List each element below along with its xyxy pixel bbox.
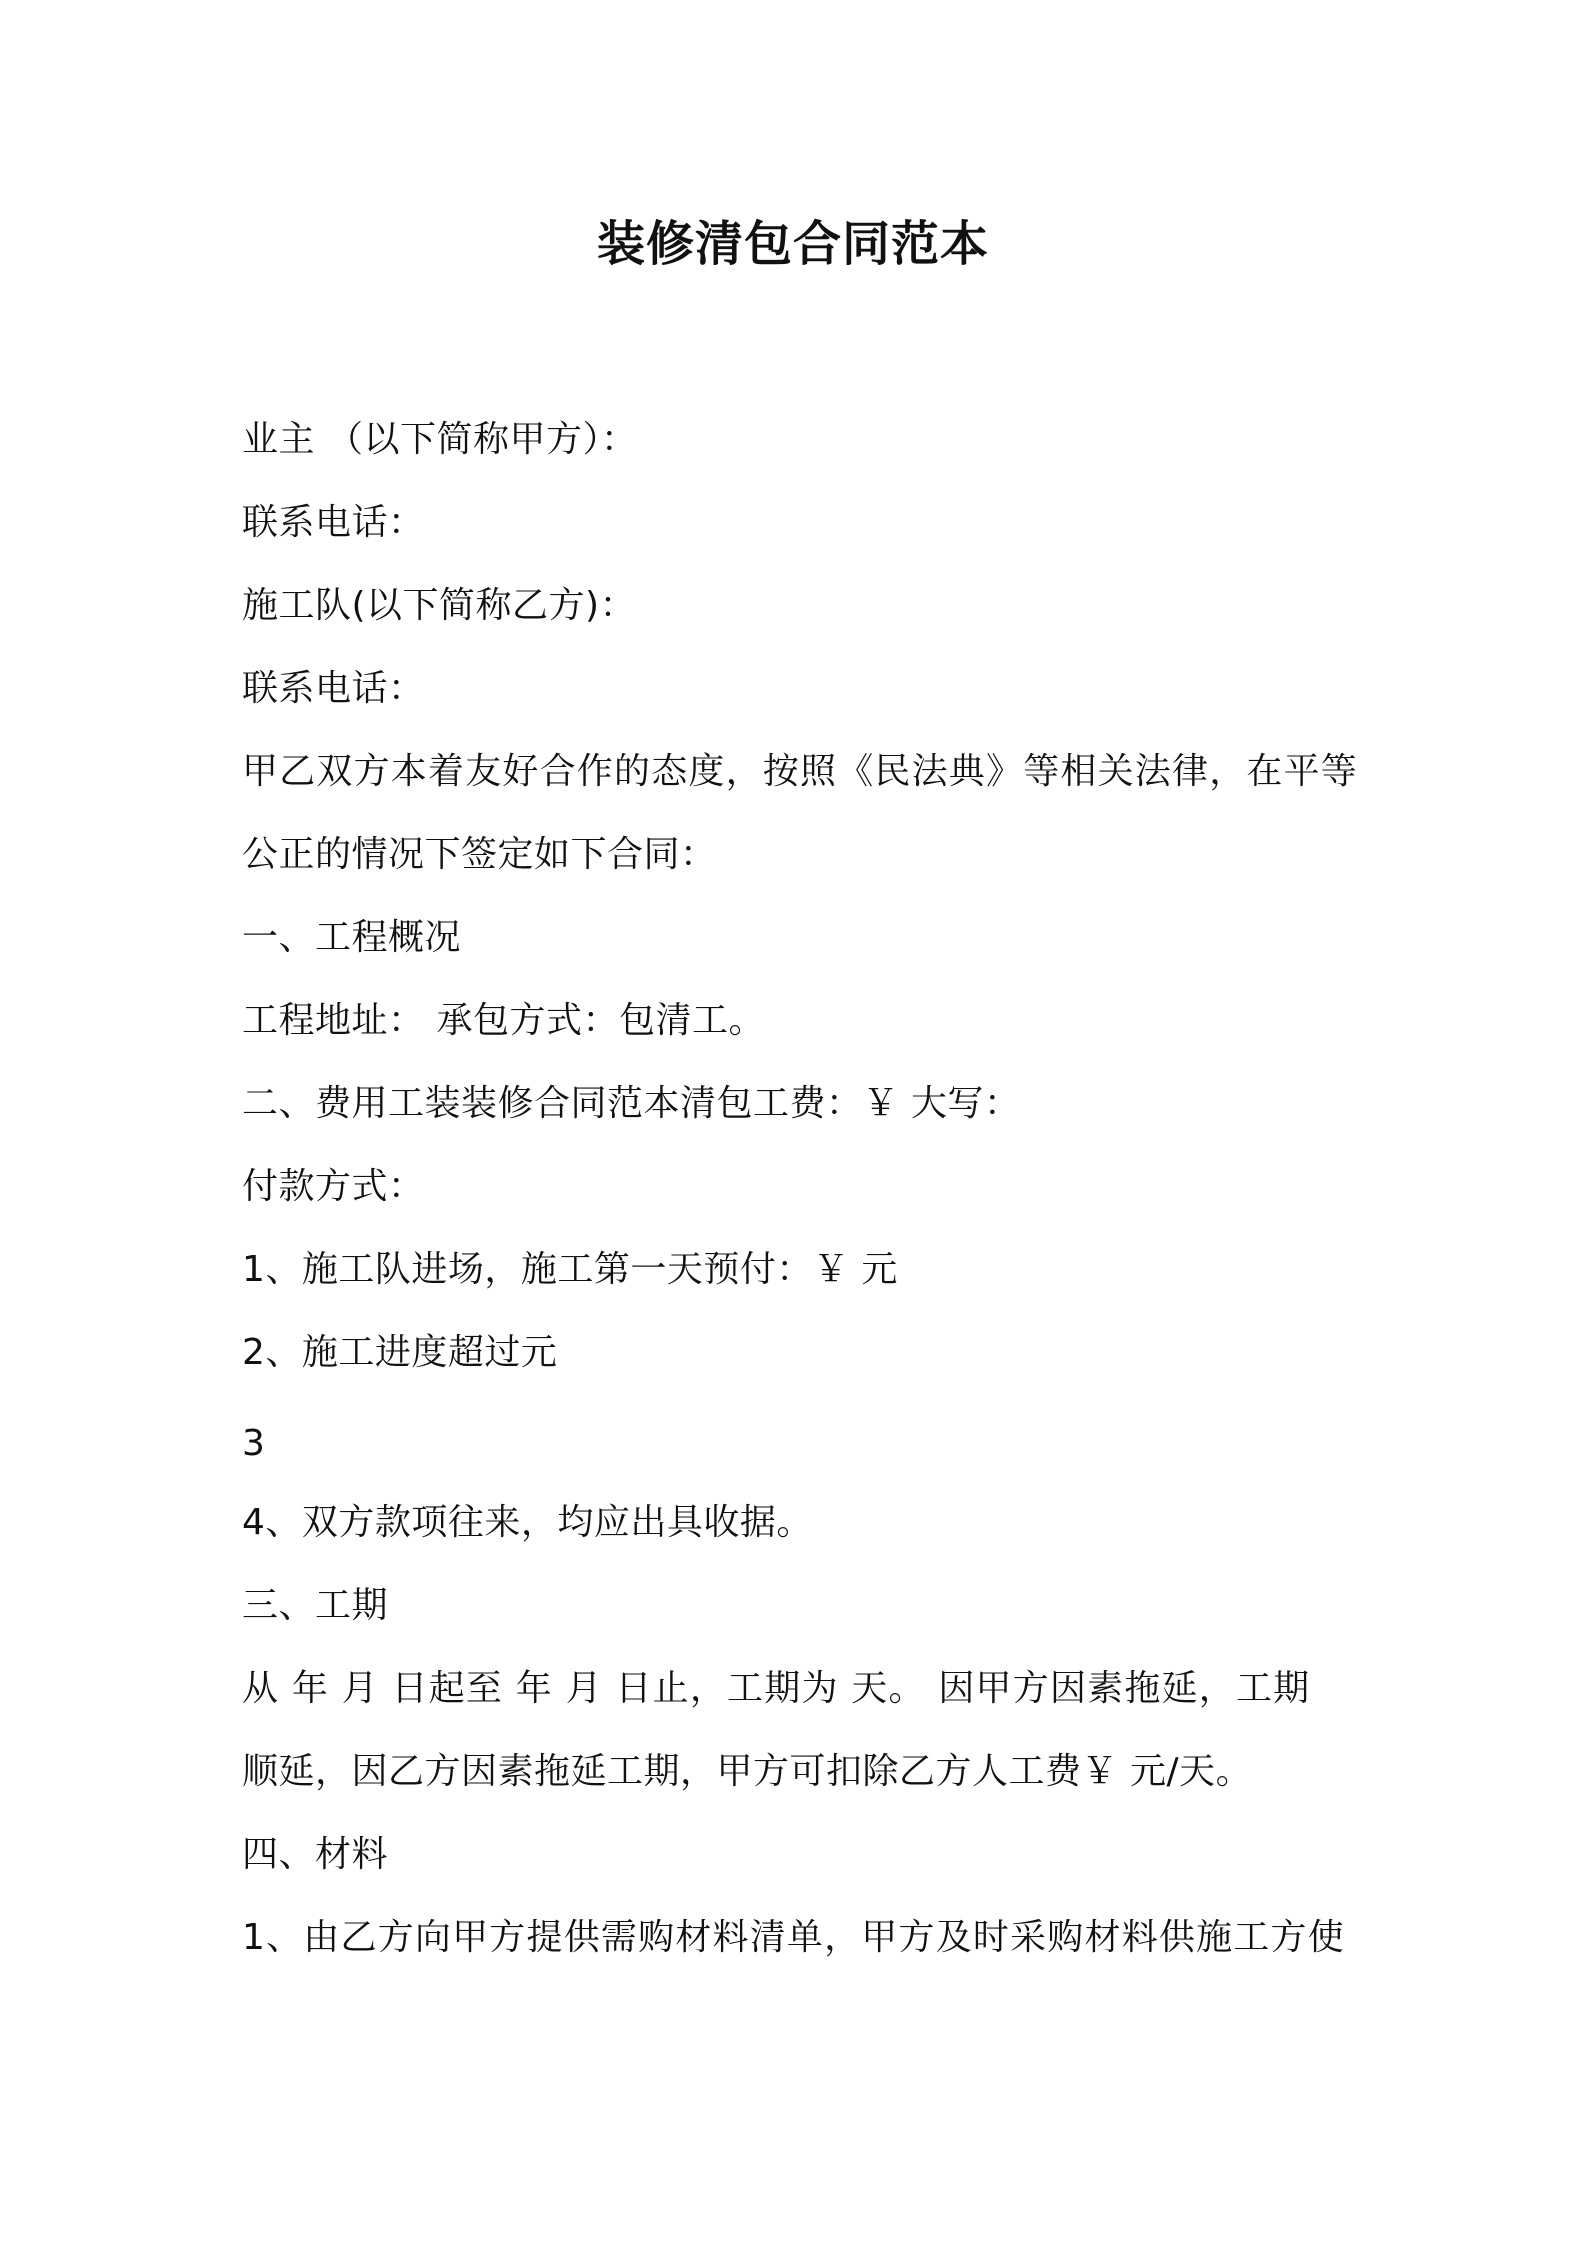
section-heading-schedule: 三、工期 — [242, 1585, 389, 1626]
preamble-line-1: 甲乙双方本着友好合作的态度，按照《民法典》等相关法律，在平等 — [242, 751, 1359, 792]
payment-item-2: 2、施工进度超过元 — [242, 1332, 558, 1373]
schedule-line-1: 从 年 月 日起至 年 月 日止，工期为 天。 因甲方因素拖延，工期 — [242, 1668, 1311, 1709]
section-heading-project: 一、工程概况 — [242, 917, 462, 958]
payment-method-line: 付款方式： — [242, 1166, 425, 1207]
schedule-line-2: 顺延，因乙方因素拖延工期，甲方可扣除乙方人工费￥ 元/天。 — [242, 1751, 1253, 1792]
payment-item-4: 4、双方款项往来，均应出具收据。 — [242, 1502, 813, 1543]
document-title: 装修清包合同范本 — [596, 216, 989, 272]
project-address-line: 工程地址： 承包方式：包清工。 — [242, 1000, 765, 1041]
owner-line: 业主 （以下简称甲方）： — [242, 419, 638, 460]
owner-phone-line: 联系电话： — [242, 502, 425, 543]
payment-item-1: 1、施工队进场，施工第一天预付：￥ 元 — [242, 1249, 898, 1290]
contractor-line: 施工队(以下简称乙方)： — [242, 585, 637, 626]
payment-item-3: 3 — [242, 1423, 266, 1464]
materials-item-1: 1、由乙方向甲方提供需购材料清单，甲方及时采购材料供施工方使 — [242, 1917, 1345, 1958]
section-heading-fees: 二、费用工装装修合同范本清包工费：￥ 大写： — [242, 1083, 1021, 1124]
contractor-phone-line: 联系电话： — [242, 668, 425, 709]
section-heading-materials: 四、材料 — [242, 1834, 389, 1875]
preamble-line-2: 公正的情况下签定如下合同： — [242, 834, 717, 875]
